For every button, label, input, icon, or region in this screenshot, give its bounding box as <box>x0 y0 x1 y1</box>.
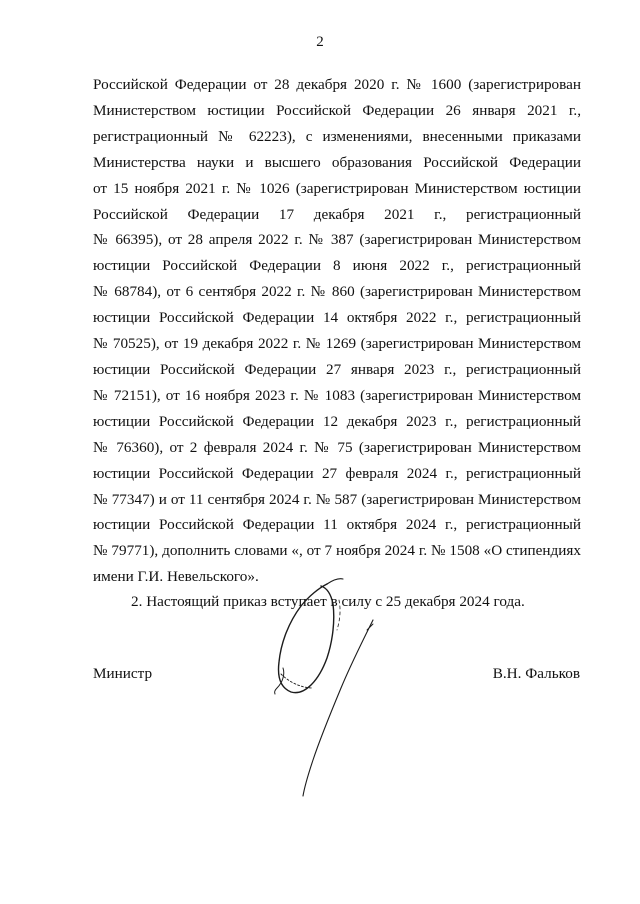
body-line: № 79771), дополнить словами «, от 7 ноября 2024 г. № 1508 «О стипендиях <box>93 542 581 560</box>
body-line: № 68784), от 6 сентября 2022 г. № 860 (зарегистрирован Министерством <box>93 283 581 301</box>
body-line: № 70525), от 19 декабря 2022 г. № 1269 (зарегистрирован Министерством <box>93 335 581 353</box>
body-line: № 72151), от 16 ноября 2023 г. № 1083 (зарегистрирован Министерством <box>93 386 581 404</box>
body-line: регистрационный № 62223), с изменениями, внесенными приказами <box>93 127 581 145</box>
item-2-text: 2. Настоящий приказ вступает в силу с 25 декабря 2024 года. <box>131 593 525 610</box>
body-line: от 15 ноября 2021 г. № 1026 (зарегистрирован Министерством юстиции <box>93 179 581 197</box>
signatory-name: В.Н. Фальков <box>492 665 580 682</box>
body-line: Российской Федерации 17 декабря 2021 г., регистрационный <box>93 205 581 223</box>
body-line: юстиции Российской Федерации 14 октября 2022 г., регистрационный <box>93 309 581 327</box>
signatory-position: Министр <box>93 665 153 682</box>
body-line: юстиции Российской Федерации 11 октября 2024 г., регистрационный <box>93 516 581 534</box>
body-line: юстиции Российской Федерации 27 февраля 2024 г., регистрационный <box>93 464 581 482</box>
body-line: № 76360), от 2 февраля 2024 г. № 75 (зарегистрирован Министерством <box>93 438 581 456</box>
body-line: Министерством юстиции Российской Федерации 26 января 2021 г., <box>93 101 581 119</box>
body-line: № 77347) и от 11 сентября 2024 г. № 587 (зарегистрирован Министерством <box>93 490 581 508</box>
body-line: № 66395), от 28 апреля 2022 г. № 387 (зарегистрирован Министерством <box>93 231 581 249</box>
body-line: Российской Федерации от 28 декабря 2020 г. № 1600 (зарегистрирован <box>93 76 581 93</box>
body-paragraph <box>93 72 581 590</box>
body-line: Министерства науки и высшего образования Российской Федерации <box>93 153 581 171</box>
body-line: юстиции Российской Федерации 12 декабря 2023 г., регистрационный <box>93 412 581 430</box>
body-line: юстиции Российской Федерации 8 июня 2022 г., регистрационный <box>93 257 581 275</box>
handwritten-signature <box>255 570 395 810</box>
body-line: юстиции Российской Федерации 27 января 2023 г., регистрационный <box>93 360 581 378</box>
body-line: имени Г.И. Невельского». <box>93 568 259 586</box>
page-number: 2 <box>316 34 324 50</box>
